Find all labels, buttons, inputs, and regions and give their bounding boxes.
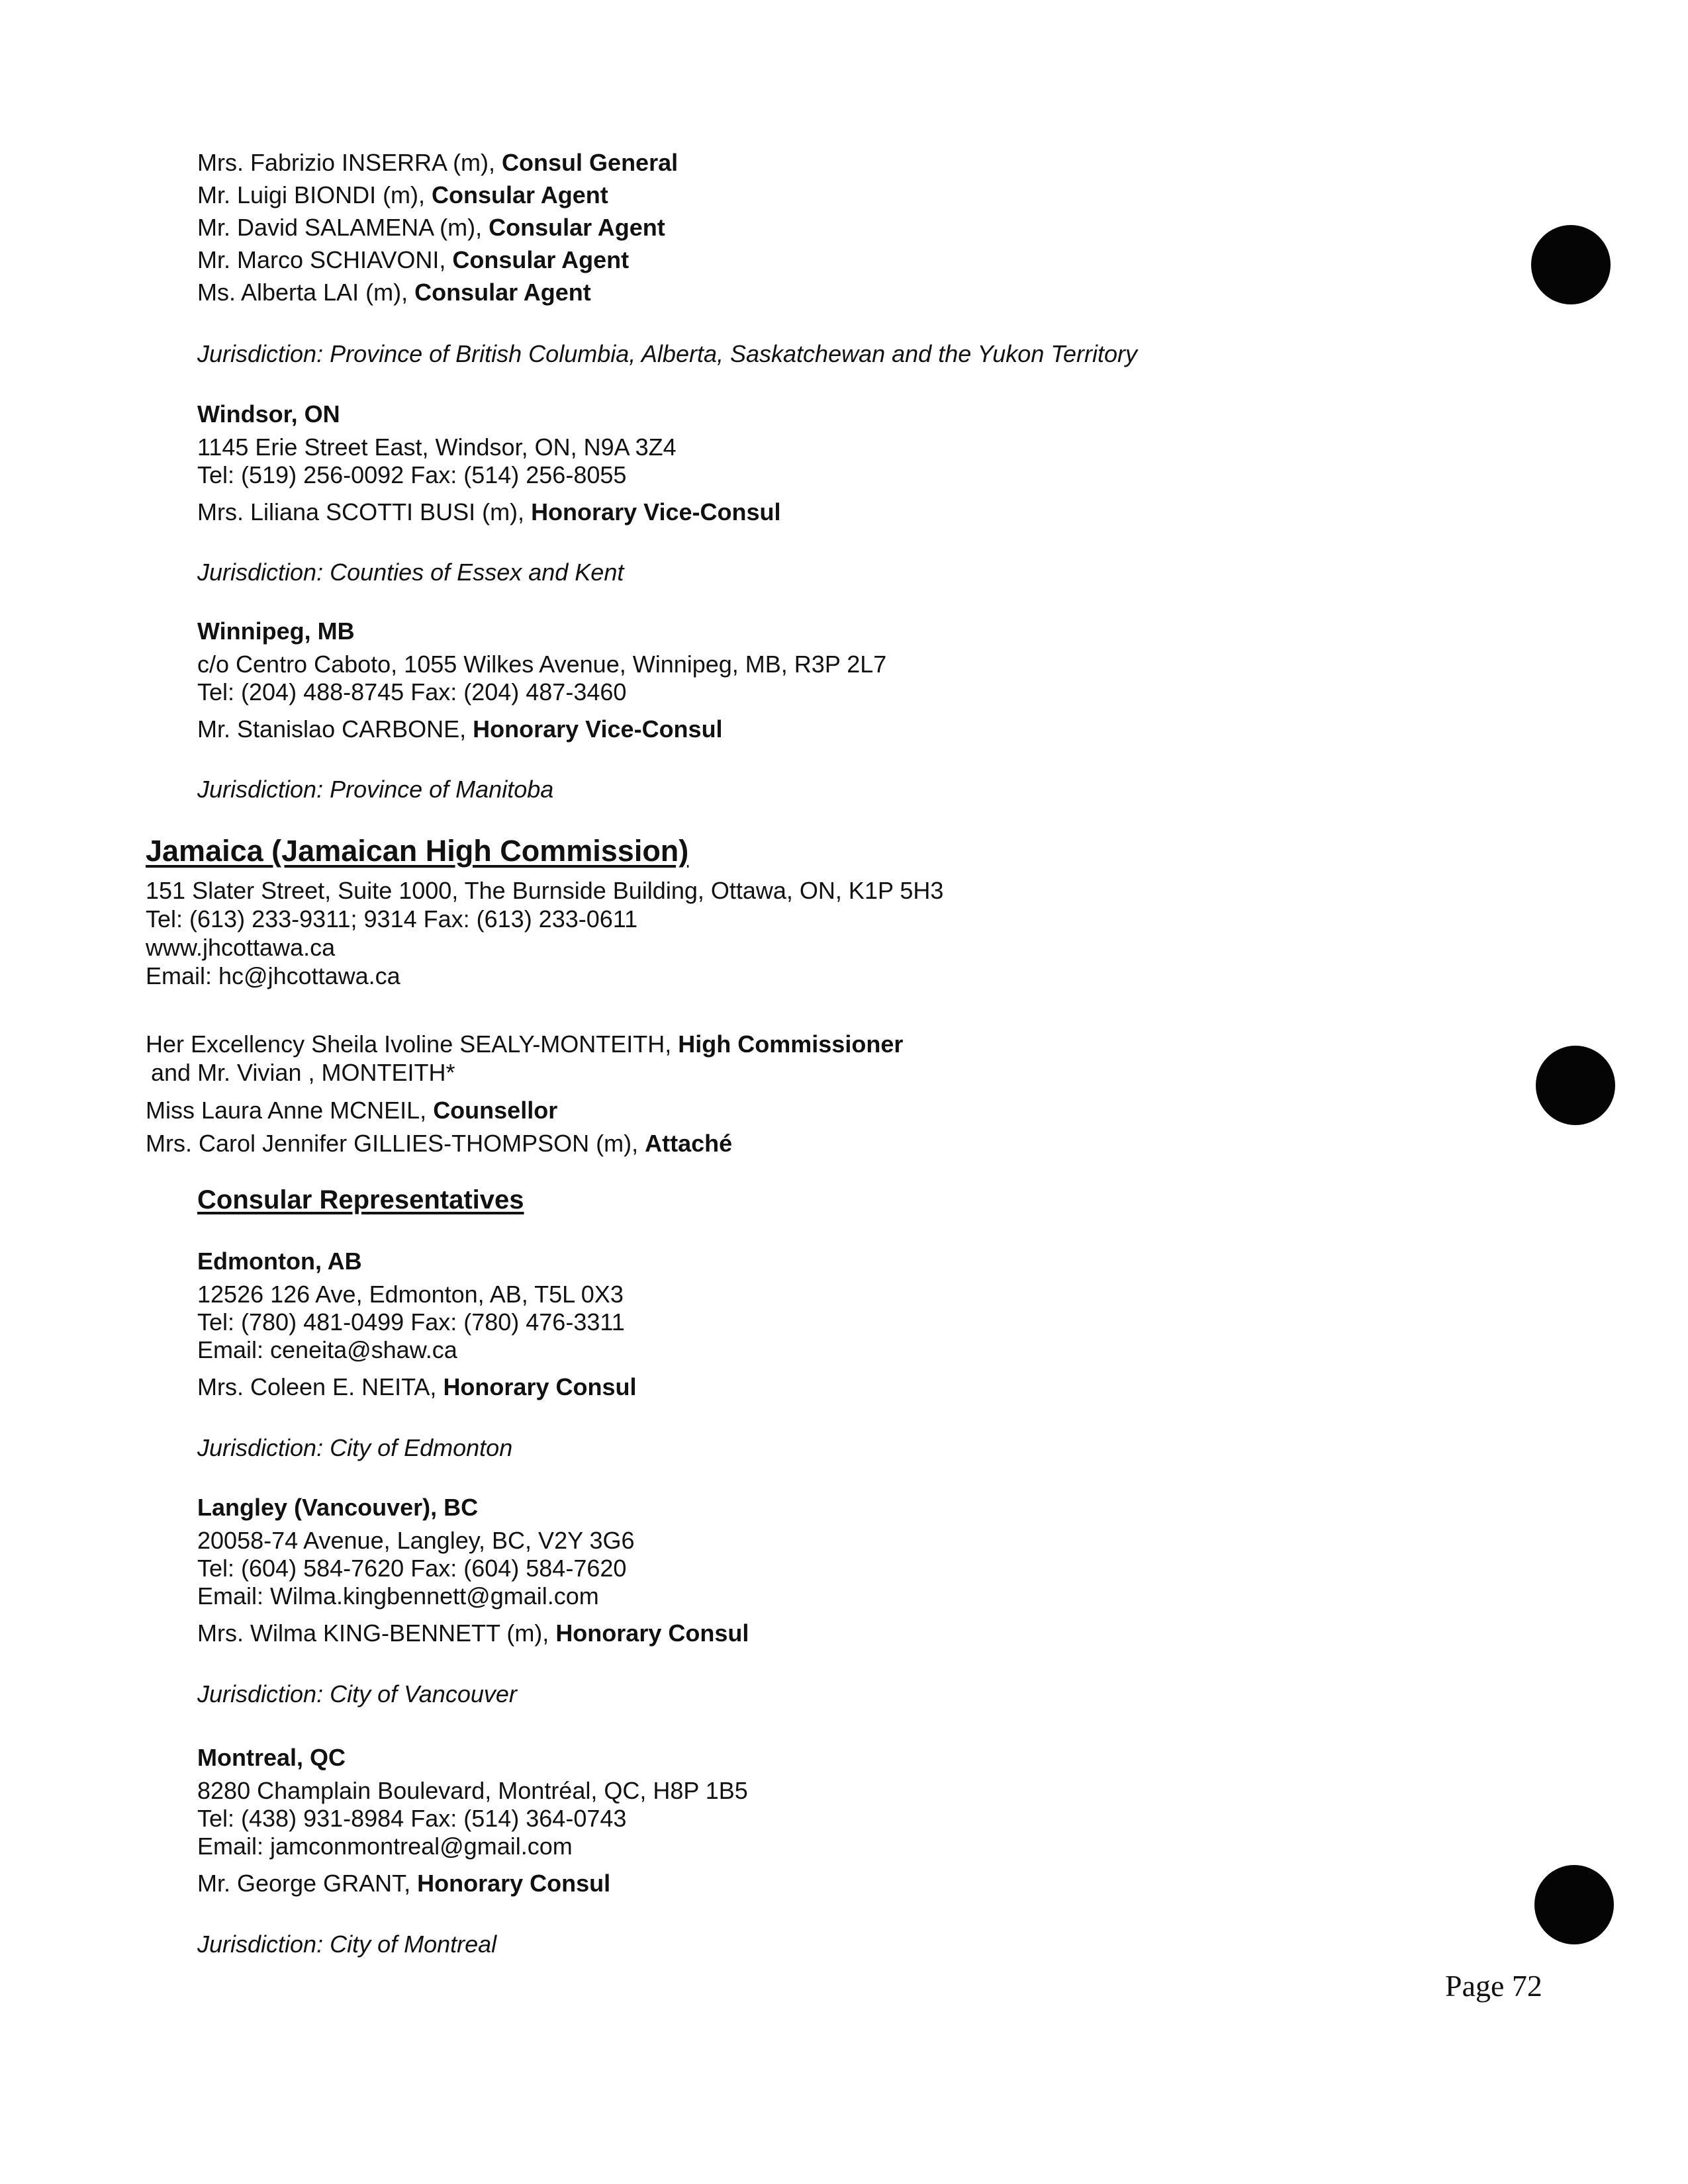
page-number: Page 72 xyxy=(1445,1969,1542,2003)
staff-name: Miss Laura Anne MCNEIL, xyxy=(146,1097,434,1124)
jurisdiction-text: Jurisdiction: City of Vancouver xyxy=(197,1680,517,1707)
staff-name: Mrs. Liliana SCOTTI BUSI (m), xyxy=(197,498,532,525)
mission-website: www.jhcottawa.ca xyxy=(146,934,336,961)
staff-name: Mrs. Wilma KING-BENNETT (m), xyxy=(197,1619,556,1647)
staff-name: Ms. Alberta LAI (m), xyxy=(197,279,415,306)
staff-entry xyxy=(197,1619,749,1648)
staff-entry xyxy=(197,246,629,275)
office-email: Email: Wilma.kingbennett@gmail.com xyxy=(197,1582,599,1610)
staff-entry xyxy=(146,1129,732,1158)
staff-title: Counsellor xyxy=(433,1097,558,1124)
staff-name: Mr. Stanislao CARBONE, xyxy=(197,715,473,743)
punch-hole-top xyxy=(1531,225,1611,304)
staff-entry xyxy=(197,213,665,242)
office-city: Windsor, ON xyxy=(197,400,340,428)
office-address: 20058-74 Avenue, Langley, BC, V2Y 3G6 xyxy=(197,1527,635,1554)
staff-name: Mr. Luigi BIONDI (m), xyxy=(197,181,432,208)
staff-name: Mrs. Coleen E. NEITA, xyxy=(197,1373,444,1400)
staff-entry xyxy=(197,498,780,527)
office-email: Email: jamconmontreal@gmail.com xyxy=(197,1833,573,1860)
staff-name: Mrs. Fabrizio INSERRA (m), xyxy=(197,149,502,176)
staff-entry xyxy=(197,715,723,744)
staff-title: High Commissioner xyxy=(678,1030,904,1058)
office-email: Email: ceneita@shaw.ca xyxy=(197,1336,457,1363)
office-phone: Tel: (519) 256-0092 Fax: (514) 256-8055 xyxy=(197,461,627,488)
section-heading: Consular Representatives xyxy=(197,1185,524,1214)
office-phone: Tel: (438) 931-8984 Fax: (514) 364-0743 xyxy=(197,1805,627,1832)
staff-name: Mr. George GRANT, xyxy=(197,1870,418,1897)
spouse-entry: and Mr. Vivian , MONTEITH* xyxy=(151,1059,455,1086)
staff-entry xyxy=(197,278,591,307)
office-phone: Tel: (204) 488-8745 Fax: (204) 487-3460 xyxy=(197,678,627,705)
office-address: 1145 Erie Street East, Windsor, ON, N9A 3Z4 xyxy=(197,433,677,461)
office-address: 12526 126 Ave, Edmonton, AB, T5L 0X3 xyxy=(197,1281,624,1308)
office-address: c/o Centro Caboto, 1055 Wilkes Avenue, Winnipeg, MB, R3P 2L7 xyxy=(197,651,887,678)
mission-email: Email: hc@jhcottawa.ca xyxy=(146,962,400,989)
staff-title: Consular Agent xyxy=(414,279,591,306)
staff-name: Her Excellency Sheila Ivoline SEALY-MONTEITH, xyxy=(146,1030,679,1058)
staff-entry xyxy=(146,1030,903,1059)
office-phone: Tel: (780) 481-0499 Fax: (780) 476-3311 xyxy=(197,1308,625,1336)
staff-title: Honorary Vice-Consul xyxy=(531,498,781,525)
staff-title: Consular Agent xyxy=(432,181,608,208)
office-city: Edmonton, AB xyxy=(197,1248,362,1275)
staff-title: Consul General xyxy=(502,149,679,176)
punch-hole-bottom xyxy=(1534,1865,1614,1944)
staff-entry xyxy=(146,1096,557,1125)
jurisdiction-text: Jurisdiction: Province of Manitoba xyxy=(197,776,554,803)
mission-phone: Tel: (613) 233-9311; 9314 Fax: (613) 233-0611 xyxy=(146,905,638,933)
mission-address: 151 Slater Street, Suite 1000, The Burnside Building, Ottawa, ON, K1P 5H3 xyxy=(146,877,944,904)
staff-title: Attaché xyxy=(645,1130,733,1157)
staff-entry xyxy=(197,1373,636,1402)
jurisdiction-text: Jurisdiction: City of Montreal xyxy=(197,1931,497,1958)
punch-hole-middle xyxy=(1536,1046,1615,1125)
office-phone: Tel: (604) 584-7620 Fax: (604) 584-7620 xyxy=(197,1555,627,1582)
staff-title: Honorary Vice-Consul xyxy=(473,715,723,743)
staff-title: Consular Agent xyxy=(452,246,630,273)
staff-title: Honorary Consul xyxy=(443,1373,637,1400)
office-city: Winnipeg, MB xyxy=(197,617,355,645)
office-address: 8280 Champlain Boulevard, Montréal, QC, H8P 1B5 xyxy=(197,1777,748,1804)
staff-title: Honorary Consul xyxy=(555,1619,749,1647)
country-heading: Jamaica (Jamaican High Commission) xyxy=(146,834,689,868)
jurisdiction-text: Jurisdiction: City of Edmonton xyxy=(197,1434,513,1461)
jurisdiction-text: Jurisdiction: Counties of Essex and Kent xyxy=(197,559,624,586)
staff-entry xyxy=(197,148,678,177)
staff-name: Mr. David SALAMENA (m), xyxy=(197,214,489,241)
staff-name: Mr. Marco SCHIAVONI, xyxy=(197,246,453,273)
staff-title: Honorary Consul xyxy=(417,1870,611,1897)
jurisdiction-text: Jurisdiction: Province of British Columbia, Alberta, Saskatchewan and the Yukon Territory xyxy=(197,340,1138,367)
staff-name: Mrs. Carol Jennifer GILLIES-THOMPSON (m), xyxy=(146,1130,645,1157)
staff-entry xyxy=(197,181,608,210)
staff-entry xyxy=(197,1869,610,1898)
staff-title: Consular Agent xyxy=(489,214,665,241)
office-city: Montreal, QC xyxy=(197,1744,346,1771)
office-city: Langley (Vancouver), BC xyxy=(197,1494,479,1521)
